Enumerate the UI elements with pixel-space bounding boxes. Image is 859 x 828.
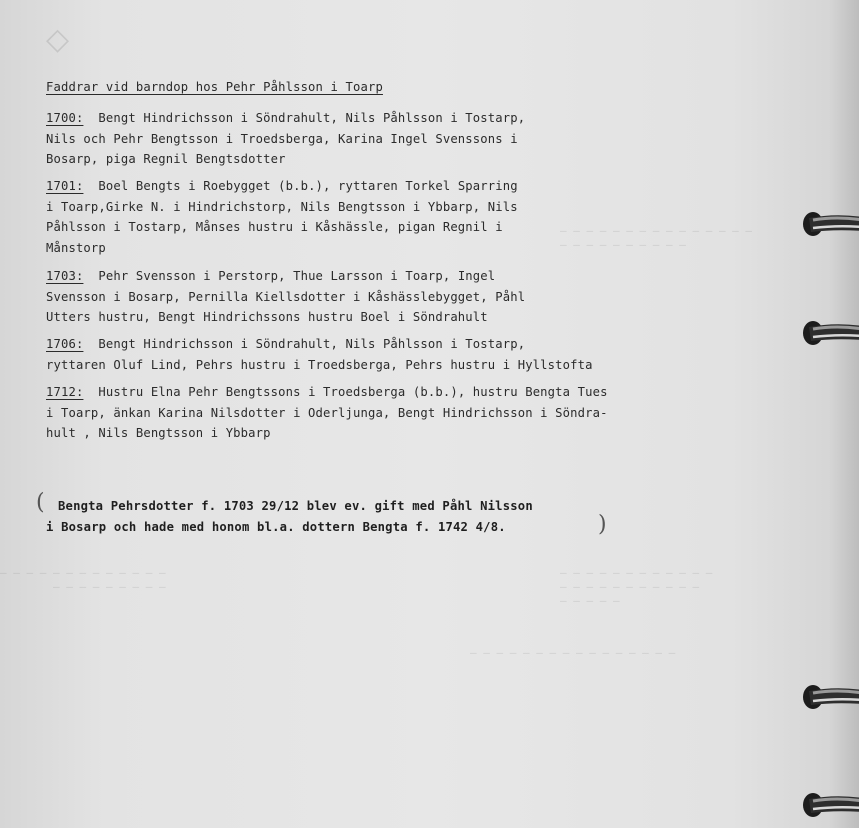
entry-1706 xyxy=(46,334,766,375)
binding-ring-icon xyxy=(799,682,859,712)
entry-text: Bengt Hindrichsson i Söndrahult, Nils Påhlsson i Tostarp, xyxy=(98,337,526,351)
entry-year: 1700: xyxy=(46,111,84,125)
page-heading: Faddrar vid barndop hos Pehr Påhlsson i Toarp xyxy=(46,80,383,94)
show-through-text-right: ‒ ‒ ‒ ‒ ‒ ‒ ‒ ‒ ‒ ‒ ‒ ‒ ‒ ‒ ‒ ‒ ‒ ‒ ‒ ‒ ‒ ‒ ‒ ‒ ‒ ‒ ‒ ‒ xyxy=(560,566,713,607)
entry-line xyxy=(46,176,766,197)
entry-text: Boel Bengts i Roebygget (b.b.), ryttaren Torkel Sparring xyxy=(98,179,518,193)
entry-line: i Toarp, änkan Karina Nilsdotter i Oderljunga, Bengt Hindrichsson i Söndra- xyxy=(46,405,608,420)
handwritten-bracketed-note xyxy=(46,496,746,538)
entry-1701 xyxy=(46,176,766,258)
entry-line: Bosarp, piga Regnil Bengtsdotter xyxy=(46,152,286,166)
entry-line xyxy=(46,382,766,403)
show-through-text-bottom: ‒ ‒ ‒ ‒ ‒ ‒ ‒ ‒ ‒ ‒ ‒ ‒ ‒ ‒ ‒ ‒ xyxy=(470,646,676,659)
note-open-bracket-mark: ( xyxy=(36,490,45,515)
entry-year: 1706: xyxy=(46,337,84,351)
entry-text: Bengt Hindrichsson i Söndrahult, Nils Påhlsson i Tostarp, xyxy=(98,111,526,125)
entry-line: ryttaren Oluf Lind, Pehrs hustru i Troedsberga, Pehrs hustru i Hyllstofta xyxy=(46,357,593,372)
entry-text: Hustru Elna Pehr Bengtssons i Troedsberga (b.b.), hustru Bengta Tues xyxy=(98,385,608,399)
binding-ring-icon xyxy=(799,318,859,348)
entry-year: 1703: xyxy=(46,269,84,283)
note-line: Bengta Pehrsdotter f. 1703 29/12 blev ev. gift med Påhl Nilsson xyxy=(58,499,533,513)
entry-line: Svensson i Bosarp, Pernilla Kiellsdotter i Kåshässlebygget, Påhl xyxy=(46,289,526,304)
entry-line xyxy=(46,108,766,129)
entry-line: Påhlsson i Tostarp, Månses hustru i Kåshässle, pigan Regnil i xyxy=(46,220,503,234)
entry-line: i Toarp,Girke N. i Hindrichstorp, Nils Bengtsson i Ybbarp, Nils xyxy=(46,199,518,214)
show-through-text-left: ‒ ‒ ‒ ‒ ‒ ‒ ‒ ‒ ‒ ‒ ‒ ‒ ‒ ‒ ‒ ‒ ‒ ‒ ‒ ‒ ‒ ‒ xyxy=(0,566,166,593)
show-through-text-mid: ‒ ‒ ‒ ‒ ‒ ‒ ‒ ‒ ‒ ‒ ‒ ‒ ‒ ‒ ‒ ‒ ‒ ‒ ‒ ‒ ‒ ‒ ‒ ‒ ‒ xyxy=(560,224,753,251)
entry-line: Månstorp xyxy=(46,240,106,255)
entry-text: Pehr Svensson i Perstorp, Thue Larsson i Toarp, Ingel xyxy=(98,269,496,283)
entry-line: hult , Nils Bengtsson i Ybbarp xyxy=(46,426,271,440)
note-line: i Bosarp och hade med honom bl.a. dottern Bengta f. 1742 4/8. xyxy=(46,520,506,534)
entry-1700 xyxy=(46,108,766,170)
entry-1712 xyxy=(46,382,766,444)
entry-year: 1701: xyxy=(46,179,84,193)
entry-line: Utters hustru, Bengt Hindrichssons hustru Boel i Söndrahult xyxy=(46,310,488,324)
show-through-page-number: ◇ xyxy=(46,22,72,57)
entry-line xyxy=(46,266,766,287)
note-close-bracket-mark: ) xyxy=(598,512,607,537)
entry-line: Nils och Pehr Bengtsson i Troedsberga, Karina Ingel Svenssons i xyxy=(46,131,518,146)
entry-line xyxy=(46,334,766,355)
binding-ring-icon xyxy=(799,209,859,239)
entry-year: 1712: xyxy=(46,385,84,399)
entry-1703 xyxy=(46,266,766,328)
binding-ring-icon xyxy=(799,790,859,820)
